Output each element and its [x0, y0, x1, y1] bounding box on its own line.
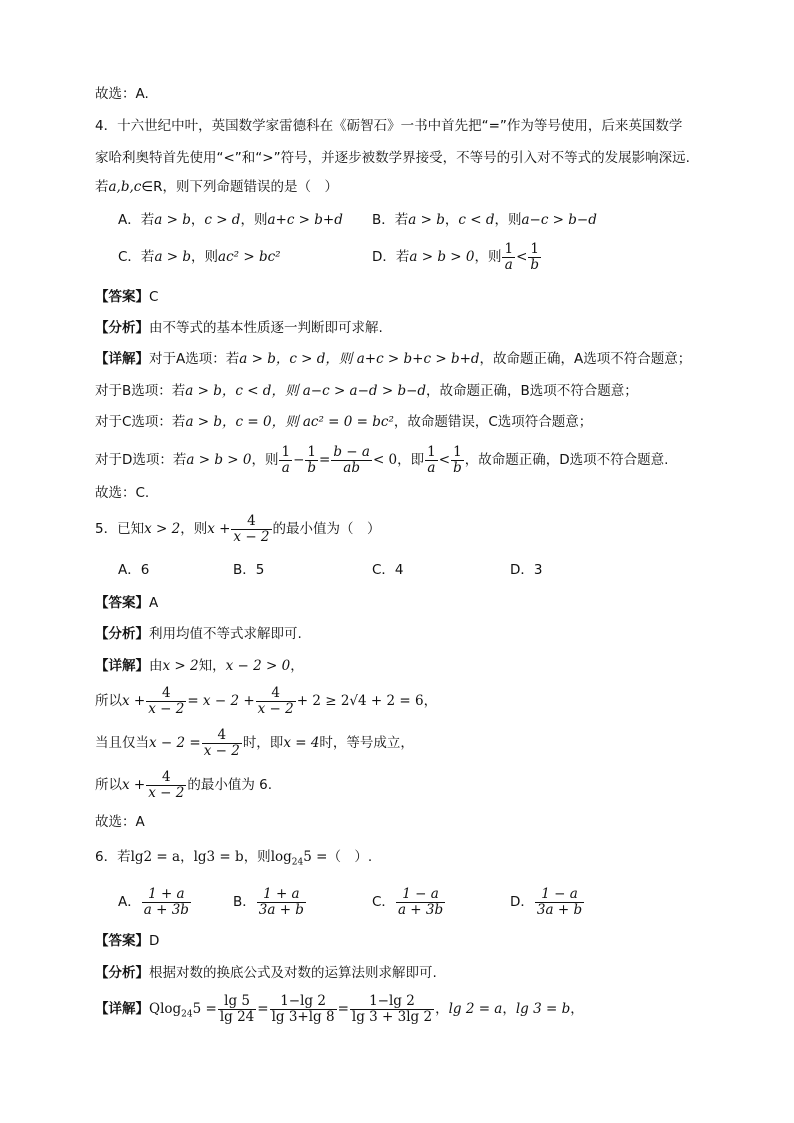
q6-analysis-tag: 【分析】	[95, 965, 149, 981]
q6-stem-math4: 5 =	[303, 849, 328, 865]
q6-detail	[95, 992, 584, 1032]
q6-detail-frac-2-num: 1−lg 2	[270, 994, 337, 1010]
q5-d2-frac-1	[146, 686, 186, 717]
q4-optB-sep2: ，则	[494, 212, 522, 228]
q5-d2-a: 所以	[95, 693, 122, 709]
q6-analysis	[95, 963, 437, 983]
q4-optB-math3: a−c > b−d	[521, 212, 597, 228]
q5-detail-4	[95, 768, 272, 802]
q4-detailD-frac-1a-2	[425, 445, 438, 476]
q6-answer-value: D	[149, 933, 160, 949]
q5-d3-b: 时，即	[242, 735, 284, 751]
q4-optD-frac-1b-num: 1	[528, 242, 541, 258]
q5-d2-x: x +	[122, 693, 146, 709]
q4-optD-frac-1b-den: b	[530, 256, 540, 273]
q4-choose: 故选：C.	[95, 485, 150, 501]
q5-d3-math1: x − 2 =	[149, 735, 201, 751]
q5-d3-frac	[202, 728, 242, 759]
q4-detailD-frac-ba	[331, 445, 372, 476]
q4-detailD-frac-1b-num: 1	[305, 445, 318, 461]
q5-stem-a: 5．已知	[95, 521, 145, 537]
q6-optC-num: 1 − a	[396, 887, 445, 903]
q4-detailD-frac-1a-den: a	[281, 459, 290, 476]
q4-detailD-b: ，故命题正确，D选项不符合题意.	[464, 452, 669, 468]
q6-stem-c: （ ）.	[327, 849, 373, 865]
q4-optB-label: B．若	[372, 212, 409, 228]
q4-stem3-math: a,b,c	[108, 179, 142, 195]
q5-d1-math1: x > 2	[162, 658, 199, 674]
q5-d4-b: 的最小值为 6.	[187, 777, 272, 793]
q6-detail-log-base: 24	[181, 1009, 193, 1020]
q6-analysis-text: 根据对数的换底公式及对数的运算法则求解即可.	[149, 965, 437, 981]
q6-optB-frac	[257, 887, 306, 918]
q6-stem-sep: ，	[180, 849, 194, 865]
q4-detailD-lt: <	[438, 452, 451, 468]
q4-detail-tag: 【详解】	[95, 351, 149, 367]
q5-answer-tag: 【答案】	[95, 595, 149, 611]
q4-detail-c	[95, 412, 592, 432]
q4-optD-frac-1a-num: 1	[504, 240, 514, 257]
q6-stem	[95, 847, 372, 873]
q4-detail-d	[95, 443, 668, 477]
q6-detail-eq-1: =	[257, 1001, 269, 1017]
q6-detail-frac-2	[270, 994, 337, 1025]
q6-detail-frac-3-num: 1−lg 2	[350, 994, 434, 1010]
q6-optC-label: C．	[372, 894, 395, 910]
q5-analysis	[95, 624, 302, 644]
q6-detail-frac-2-den: lg 3+lg 8	[271, 1008, 335, 1025]
q5-stem-frac-num: 4	[231, 514, 271, 530]
q4-analysis-tag: 【分析】	[95, 320, 149, 336]
q6-detail-q: Q	[149, 1001, 161, 1017]
q5-detail-2	[95, 684, 437, 718]
q6-detail-end: ，	[570, 1001, 584, 1017]
q6-option-a	[118, 885, 192, 919]
q4-optD-frac-1a	[502, 242, 515, 273]
q6-detail-log: log	[160, 1001, 182, 1017]
q5-analysis-tag: 【分析】	[95, 626, 149, 642]
q4-analysis	[95, 318, 383, 338]
q4-detailD-frac-1a-num: 1	[281, 443, 291, 460]
q5-d1-a: 由	[149, 658, 163, 674]
q4-optD-sep1: ，则	[474, 249, 502, 265]
q4-detail-b	[95, 381, 638, 401]
q4-detailD-frac-1a	[279, 445, 292, 476]
q4-detail-a	[95, 349, 691, 369]
q4-detailD-frac-1a-2-den: a	[427, 459, 436, 476]
q6-optD-label: D．	[510, 894, 534, 910]
q6-optB-label: B．	[233, 894, 256, 910]
q4-optC-math2: ac² > bc²	[218, 249, 281, 265]
q4-option-c	[118, 247, 281, 267]
q4-optA-label: A．若	[118, 212, 155, 228]
q4-detailA-a: 对于A选项：若	[149, 351, 240, 367]
q6-detail-eq-2: =	[337, 1001, 349, 1017]
q4-detailD-math1: a > b > 0	[186, 452, 252, 468]
q5-stem-x: x +	[207, 521, 231, 537]
q5-stem-frac-den: x − 2	[233, 528, 270, 545]
q5-option-a: A．6	[118, 562, 150, 578]
q5-stem-b: ，则	[180, 521, 208, 537]
q5-d1-math2: x − 2 > 0	[225, 658, 291, 674]
q6-optC-den: a + 3b	[397, 901, 444, 918]
q5-analysis-text: 利用均值不等式求解即可.	[149, 626, 302, 642]
q4-detailD-frac-1b-2-den: b	[453, 459, 462, 476]
q5-d3-frac-num: 4	[202, 728, 242, 744]
q6-stem-log-base: 24	[291, 857, 304, 868]
q5-stem-c: 的最小值为（ ）	[272, 521, 381, 537]
q4-optB-math2: c < d	[458, 212, 495, 228]
q6-detail-frac-3-den: lg 3 + 3lg 2	[351, 1008, 433, 1025]
q5-d2-math2: + 2 ≥ 2√4 + 2 = 6	[296, 693, 424, 709]
q4-optB-sep1: ，	[444, 212, 459, 228]
q3-choose: 故选：A.	[95, 86, 149, 102]
q5-detail-1	[95, 656, 304, 676]
q4-optD-math1: a > b > 0	[409, 249, 475, 265]
q6-detail-tag: 【详解】	[95, 1001, 149, 1017]
q4-detailD-eq: =	[319, 452, 331, 468]
q6-stem-log: log	[270, 849, 292, 865]
q4-optC-math1: a > b	[154, 249, 192, 265]
q4-detailD-ie: ，即	[397, 452, 425, 468]
q6-stem-math2: lg3 = b	[193, 849, 244, 865]
q4-detailD-frac-1b-den: b	[307, 459, 317, 476]
q4-optA-math1: a > b	[154, 212, 191, 228]
q4-detailD-then: ，则	[251, 452, 279, 468]
q6-optB-num: 1 + a	[257, 887, 306, 903]
q5-d3-math2: x = 4	[283, 735, 320, 751]
q4-optA-sep2: ，则	[240, 212, 268, 228]
q5-stem-math: x > 2	[144, 521, 181, 537]
q4-optA-math2: c > d	[204, 212, 241, 228]
q6-optB-den: 3a + b	[258, 901, 304, 918]
q6-answer	[95, 931, 159, 951]
q6-detail-frac-1	[218, 994, 256, 1025]
q6-detail-frac-1-num: lg 5	[218, 994, 256, 1010]
q5-d4-a: 所以	[95, 777, 122, 793]
q5-d2-frac-2	[256, 686, 296, 717]
q4-optC-label: C．若	[118, 249, 155, 265]
q5-d4-frac-num: 4	[146, 770, 186, 786]
q6-stem-b: ，则	[243, 849, 271, 865]
q5-option-d: D．3	[510, 562, 543, 578]
q5-d4-frac	[146, 770, 186, 801]
q4-answer-tag: 【答案】	[95, 289, 149, 305]
q5-d2-frac-2-num: 4	[256, 686, 296, 702]
q4-answer	[95, 287, 158, 307]
q4-detailD-lt0: < 0	[372, 452, 398, 468]
q4-detailD-a: 对于D选项：若	[95, 452, 187, 468]
q4-optD-label: D．若	[372, 249, 410, 265]
q6-detail-tail-2: lg 3 = b	[515, 1001, 571, 1017]
q6-detail-frac-3	[350, 994, 434, 1025]
q4-option-b	[372, 210, 597, 230]
q5-d1-c: ，	[290, 658, 304, 674]
q4-stem-line3	[95, 177, 338, 197]
q6-stem-math1: lg2 = a	[130, 849, 181, 865]
q5-option-c: C．4	[372, 562, 404, 578]
q5-d2-frac-1-den: x − 2	[148, 700, 185, 717]
q5-choose: 故选：A	[95, 814, 145, 830]
q6-optA-label: A．	[118, 894, 141, 910]
q4-optB-math1: a > b	[408, 212, 445, 228]
q5-d3-frac-den: x − 2	[203, 742, 240, 759]
q6-answer-tag: 【答案】	[95, 933, 149, 949]
q4-optD-frac-1b	[528, 242, 541, 273]
q5-d4-frac-den: x − 2	[148, 784, 185, 801]
q4-optD-frac-1a-den: a	[504, 256, 513, 273]
q6-optA-den: a + 3b	[143, 901, 189, 918]
q5-d4-x: x +	[122, 777, 146, 793]
q6-optC-frac	[396, 887, 445, 918]
q4-detailB-math: a > b，c < d，则 a−c > a−d > b−d	[185, 383, 427, 399]
q4-detailB-a: 对于B选项：若	[95, 383, 186, 399]
q4-option-d	[372, 240, 542, 274]
q5-detail-3	[95, 726, 414, 760]
q4-optD-lt: <	[516, 249, 528, 265]
q5-d2-frac-1-num: 4	[146, 686, 186, 702]
q5-detail-tag: 【详解】	[95, 658, 149, 674]
q4-analysis-text: 由不等式的基本性质逐一判断即可求解.	[149, 320, 383, 336]
q4-optA-sep1: ，	[190, 212, 205, 228]
q4-stem3-a: 若	[95, 179, 109, 195]
q6-option-d	[510, 885, 585, 919]
q4-detailA-math: a > b，c > d，则 a+c > b+c > b+d	[239, 351, 480, 367]
q4-detailC-math: a > b，c = 0，则 ac² = 0 = bc²	[185, 414, 394, 430]
q4-detailD-frac-1a-2-num: 1	[427, 443, 436, 460]
q6-optD-num: 1 − a	[535, 887, 584, 903]
q5-answer-value: A	[149, 595, 159, 611]
q5-d1-b: 知，	[198, 658, 226, 674]
q4-option-a	[118, 210, 343, 230]
q6-detail-sep-2: ，	[502, 1001, 516, 1017]
q5-d2-math1: = x − 2 +	[187, 693, 255, 709]
q6-option-b	[233, 885, 307, 919]
q6-stem-a: 6．若	[95, 849, 131, 865]
q4-detailC-a: 对于C选项：若	[95, 414, 186, 430]
q5-d2-frac-2-den: x − 2	[257, 700, 294, 717]
q5-answer	[95, 593, 158, 613]
q4-stem3-b: ∈R，则下列命题错误的是（ ）	[141, 179, 338, 195]
q6-optA-num: 1 + a	[142, 887, 191, 903]
q4-detailD-minus: −	[293, 452, 305, 468]
q5-d2-c: ，	[423, 693, 438, 709]
q6-option-c	[372, 885, 446, 919]
q4-detailD-frac-1b-2	[451, 445, 464, 476]
q6-detail-five: 5 =	[192, 1001, 217, 1017]
q5-option-b: B．5	[233, 562, 265, 578]
q4-optC-sep1: ，则	[191, 249, 219, 265]
q4-detailD-frac-ba-num: b − a	[333, 443, 370, 460]
q5-stem-frac	[231, 514, 271, 545]
q4-answer-value: C	[149, 289, 159, 305]
q6-detail-tail-1: lg 2 = a	[448, 1001, 503, 1017]
q6-detail-sep-1: ，	[435, 1001, 449, 1017]
q4-stem-line2: 家哈利奥特首先使用“<”和“>”符号，并逐步被数学界接受，不等号的引入对不等式的发展影响深远.	[95, 150, 690, 166]
q6-optA-frac	[142, 887, 191, 918]
q4-detailD-frac-1b-2-num: 1	[451, 445, 464, 461]
q6-detail-frac-1-den: lg 24	[219, 1008, 255, 1025]
q4-stem-line1: 4．十六世纪中叶，英国数学家雷德科在《砺智石》一书中首先把“=”作为等号使用，后来英国数学	[95, 118, 683, 134]
q4-detailB-b: ，故命题正确，B选项不符合题意；	[426, 383, 638, 399]
q5-d3-a: 当且仅当	[95, 735, 149, 751]
q4-detailA-b: ，故命题正确，A选项不符合题意；	[479, 351, 692, 367]
q6-optD-den: 3a + b	[536, 901, 583, 918]
q6-optD-frac	[535, 887, 584, 918]
q4-detailD-frac-1b	[305, 445, 318, 476]
q5-stem	[95, 512, 381, 546]
q4-detailC-b: ，故命题错误，C选项符合题意；	[393, 414, 593, 430]
q5-d3-c: 时，等号成立，	[319, 735, 414, 751]
q4-optA-math3: a+c > b+d	[267, 212, 343, 228]
q4-detailD-frac-ba-den: ab	[343, 459, 360, 476]
